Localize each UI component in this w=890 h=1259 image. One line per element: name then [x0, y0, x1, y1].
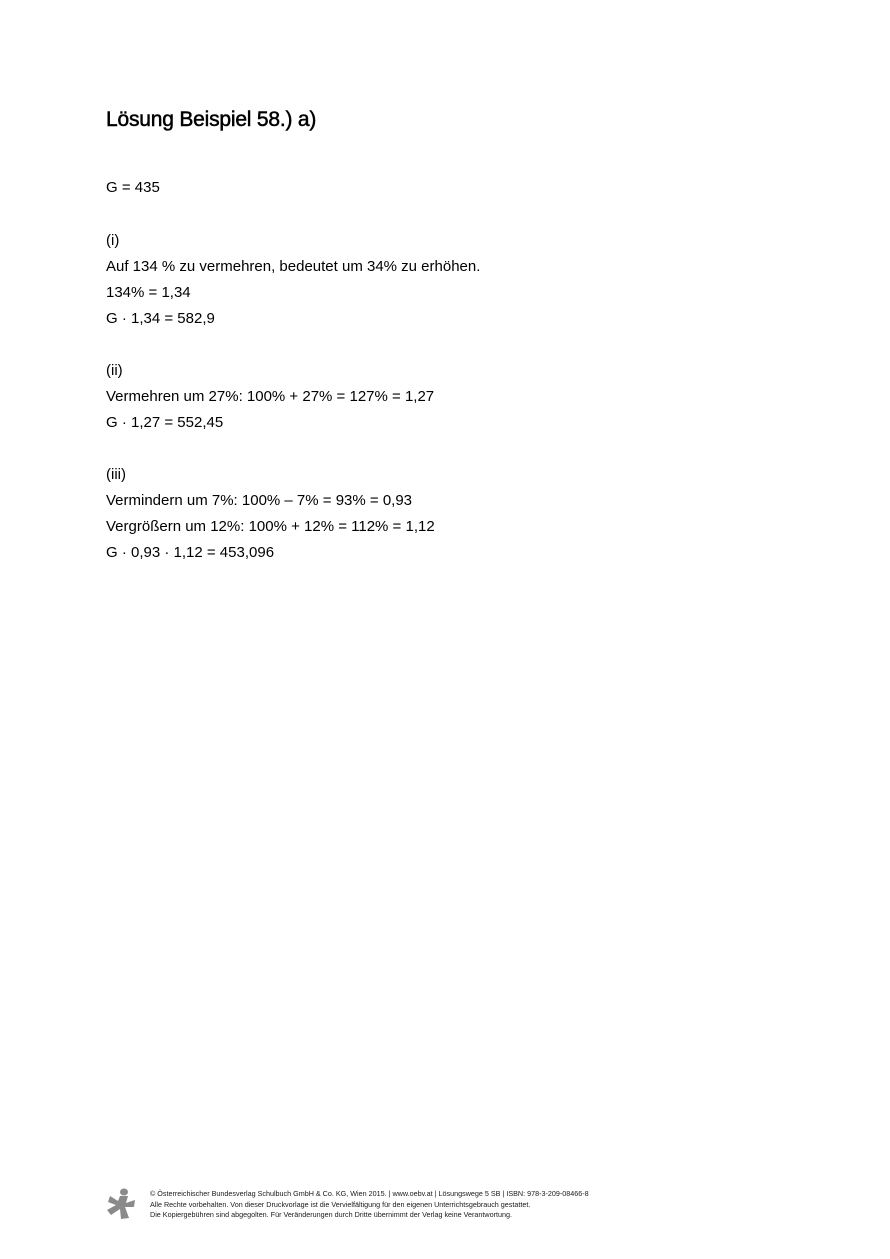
footer-fees: Die Kopiergebühren sind abgegolten. Für Veränderungen durch Dritte übernimmt der Verlag keine Verantwortung.: [150, 1210, 512, 1219]
part-ii-line-2: G · 1,27 = 552,45: [106, 414, 224, 431]
footer-copyright: © Österreichischer Bundesverlag Schulbuch GmbH & Co. KG, Wien 2015. | www.oebv.at | Lösungswege 5 SB | ISBN: 978-3-209-08466-8: [150, 1189, 589, 1198]
part-i-line-1: Auf 134 % zu vermehren, bedeutet um 34% zu erhöhen.: [106, 258, 481, 275]
given-value: G = 435: [106, 179, 160, 196]
part-iii-line-3: G · 0,93 · 1,12 = 453,096: [106, 544, 275, 561]
part-ii-line-1: Vermehren um 27%: 100% + 27% = 127% = 1,27: [106, 388, 435, 405]
footer-text: [150, 1189, 589, 1221]
part-i-line-3: G · 1,34 = 582,9: [106, 310, 215, 327]
part-ii-label: (ii): [106, 362, 123, 379]
part-iii-line-1: Vermindern um 7%: 100% – 7% = 93% = 0,93: [106, 492, 413, 509]
page-title: Lösung Beispiel 58.) a): [106, 108, 317, 131]
page-footer: [106, 1188, 806, 1224]
part-i-line-2: 134% = 1,34: [106, 284, 191, 301]
footer-rights: Alle Rechte vorbehalten. Von dieser Druckvorlage ist die Vervielfältigung für den eigenen Unterrichtsgebrauch gestattet.: [150, 1199, 531, 1209]
publisher-logo-icon: [106, 1188, 136, 1220]
part-iii-line-2: Vergrößern um 12%: 100% + 12% = 112% = 1,12: [106, 518, 435, 535]
part-i-label: (i): [106, 232, 120, 249]
part-iii-label: (iii): [106, 466, 126, 483]
